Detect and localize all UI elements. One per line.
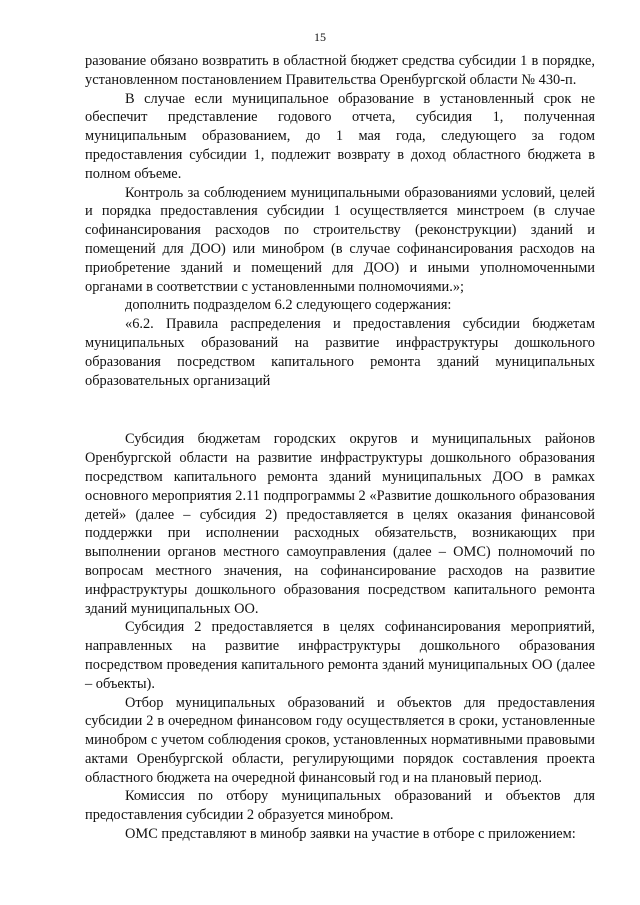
- paragraph-annual-report: В случае если муниципальное образование в установленный срок не обеспечит представление годового отчета, субсидия 1, полученная муниципальным образованием, до 1 мая года, следующего за годом предоставления субсидии 1, подлежит возврату в доход областного бюджета в полном объеме.: [85, 90, 595, 182]
- paragraph-control: Контроль за соблюдением муниципальными образованиями условий, целей и порядка предоставления субсидии 1 осуществляется минстроем (в случае софинансирования расходов по строительству (реконструкции) зданий и помещений для ДОО) или минобром (в случае софинансирования расходов на приобретение зданий и помещений для ДОО) и иными уполномоченными органами в соответствии с установленными полномочиями.»;: [85, 184, 595, 295]
- paragraph-subsidy2-purpose: Субсидия бюджетам городских округов и муниципальных районов Оренбургской области на развитие инфраструктуры дошкольного образования посредством капитального ремонта зданий муниципальных ДОО в рамках основного мероприятия 2.11 подпрограммы 2 «Развитие дошкольного образования детей» (далее – субсидия 2) предоставляется в целях оказания финансовой поддержки при исполнении расходных обязательств, возникающих при выполнении органов местного самоуправления (далее – ОМС) полномочий по вопросам местного значения, на софинансирование расходов на развитие инфраструктуры дошкольного образования посредством капитального ремонта зданий муниципальных ОО.: [85, 431, 595, 617]
- paragraph-subsidy2-goals: Субсидия 2 предоставляется в целях софинансирования мероприятий, направленных на развитие инфраструктуры дошкольного образования посредством проведения капитального ремонта зданий муниципальных ОО (далее – объекты).: [85, 619, 595, 692]
- section-heading-6-2: «6.2. Правила распределения и предоставления субсидии бюджетам муниципальных образований на развитие инфраструктуры дошкольного образования посредством капитального ремонта зданий муниципальных образовательных организаций: [85, 316, 595, 389]
- paragraph-selection: Отбор муниципальных образований и объектов для предоставления субсидии 2 в очередном финансовом году осуществляется в сроки, установленные минобром с учетом соблюдения сроков, установленных нормативными правовыми актами Оренбургской области, регулирующими порядок составления проекта областного бюджета на очередной финансовый год и на плановый период.: [85, 694, 595, 786]
- paragraph-subsidy1-return: разование обязано возвратить в областной бюджет средства субсидии 1 в порядке, установленном постановлением Правительства Оренбургской области № 430-п.: [85, 53, 595, 88]
- document-body: [85, 52, 595, 844]
- paragraph-amendment-intro: дополнить подразделом 6.2 следующего содержания:: [125, 297, 452, 314]
- section-spacer: [85, 390, 595, 430]
- page-number: 15: [314, 30, 326, 44]
- paragraph-commission: Комиссия по отбору муниципальных образований и объектов для предоставления субсидии 2 образуется минобром.: [85, 788, 595, 824]
- paragraph-applications: ОМС представляют в минобр заявки на участие в отборе с приложением:: [125, 826, 576, 843]
